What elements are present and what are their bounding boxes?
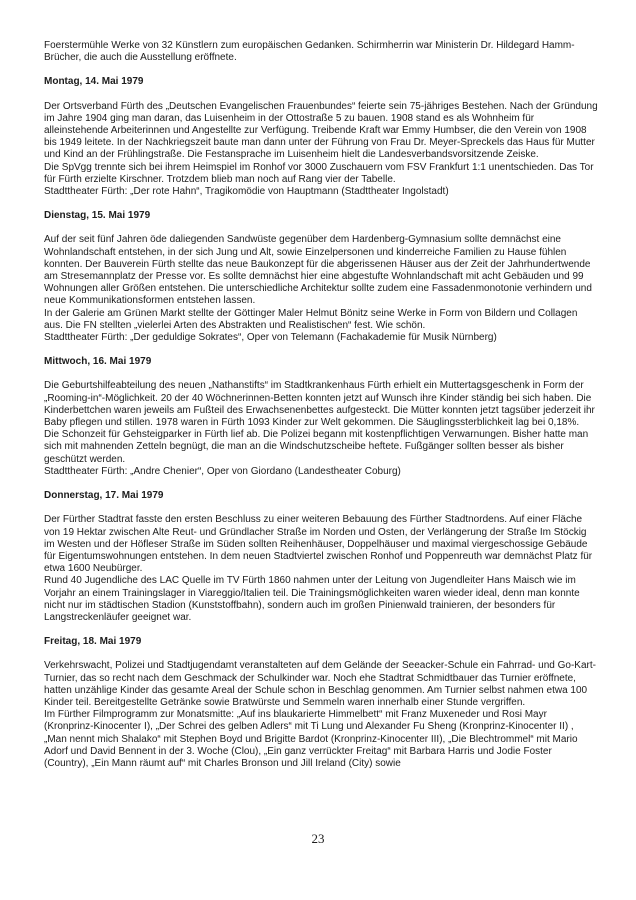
day-section-tuesday bbox=[44, 210, 598, 344]
page-number: 23 bbox=[311, 831, 325, 846]
paragraph: Die Schonzeit für Gehsteigparker in Fürth lief ab. Die Polizei begann mit kostenpflichtigen Verwarnungen. Bisher hatte man sich mit mahnenden Zetteln begnügt, die man an die Windschutzscheibe heftete. Fußgänger sollten besser als bisher geschützt werden. bbox=[44, 429, 589, 465]
paragraph: Verkehrswacht, Polizei und Stadtjugendamt veranstalteten auf dem Gelände der Seeacker-Schule ein Fahrrad- und Go-Kart-Turnier, das so recht nach dem Geschmack der Schulkinder war. Noch ehe Stadtrat Schmidtbauer das Turnier eröffnete, hatten unzählige Kinder das gesamte Areal der Schule schon in Beschlag genommen. Am Turnier selbst nahmen etwa 100 Kinder teil. Bereitgestellte Getränke sowie Bratwürste und Semmeln waren innerhalb einer Stunde vergriffen. bbox=[44, 660, 596, 708]
day-body bbox=[44, 660, 598, 770]
day-body bbox=[44, 101, 598, 199]
day-section-monday bbox=[44, 76, 598, 198]
intro-paragraph: Foerstermühle Werke von 32 Künstlern zum europäischen Gedanken. Schirmherrin war Ministerin Dr. Hildegard Hamm-Brücher, die auch die Ausstellung eröffnete. bbox=[44, 40, 575, 64]
day-body bbox=[44, 234, 598, 344]
day-heading: Dienstag, 15. Mai 1979 bbox=[44, 210, 151, 222]
paragraph: Stadttheater Fürth: „Andre Chenier“, Oper von Giordano (Landestheater Coburg) bbox=[44, 465, 401, 477]
paragraph: Im Fürther Filmprogramm zur Monatsmitte: „Auf ins blaukarierte Himmelbett“ mit Franz Muxeneder und Rosi Mayr (Kronprinz-Kinocenter I), „Der Schrei des gelben Adlers“ mit Ti Lung und Alexander Fu Sheng (Kronprinz-Kinocenter II) , „Man nennt mich Shalako“ mit Stephen Boyd und Brigitte Bardot (Kronprinz-Kinocenter III), „Die Blechtrommel“ mit Mario Adorf und David Bennent in der 3. Woche (Clou), „Ein ganz verrückter Freitag“ mit Barbara Harris und Jodie Foster (Country), „Ein Mann räumt auf“ mit Charles Bronson und Jill Ireland (City) sowie bbox=[44, 709, 578, 769]
day-section-friday bbox=[44, 636, 598, 770]
paragraph: Die Geburtshilfeabteilung des neuen „Nathanstifts“ im Stadtkrankenhaus Fürth erhielt ein Muttertagsgeschenk in Form der „Rooming-in“-Möglichkeit. 20 der 40 Wöchnerinnen-Betten konnten jetzt auf Wunsch ihre Kinder ständig bei sich haben. Die Kinderbettchen waren jeweils am Fußteil des Erwachsenenbettes aufgesteckt. Die Mütter konnten jetzt tagsüber jederzeit ihr Baby pflegen und stillen. 1978 waren in Fürth 1093 Kinder zur Welt gekommen. Die Säuglingssterblichkeit lag bei 0,18%. bbox=[44, 380, 595, 429]
day-heading: Freitag, 18. Mai 1979 bbox=[44, 636, 142, 648]
paragraph: Der Fürther Stadtrat fasste den ersten Beschluss zu einer weiteren Bebauung des Fürther Stadtnordens. Auf einer Fläche von 19 Hektar zwischen Alte Reut- und Gründlacher Straße im Norden und Osten, der Verlängerung der Straße Im Stöckig im Westen und der Höfleser Straße im Süden sollten Reihenhäuser, Doppelhäuser und maximal viergeschossige Gebäude für Eigentumswohnungen entstehen. In dem neuen Stadtviertel zwischen Ronhof und Poppenreuth war demnächst Platz für etwa 1600 Neubürger. bbox=[44, 514, 593, 575]
day-body bbox=[44, 380, 598, 478]
day-section-wednesday bbox=[44, 356, 598, 478]
paragraph: Rund 40 Jugendliche des LAC Quelle im TV Fürth 1860 nahmen unter der Leitung von Jugendleiter Hans Maisch wie im Vorjahr an einem Trainingslager in Viareggio/Italien teil. Die Trainingsmöglichkeiten waren wieder ideal, denn man konnte nicht nur im städtischen Stadion (Kunststoffbahn), sondern auch im großen Pinienwald trainieren, der besonders für Langstreckenläufer geeignet war. bbox=[44, 575, 580, 623]
paragraph: Stadttheater Fürth: „Der geduldige Sokrates“, Oper von Telemann (Fachakademie für Musik Nürnberg) bbox=[44, 332, 497, 344]
paragraph: Der Ortsverband Fürth des „Deutschen Evangelischen Frauenbundes“ feierte sein 75-jähriges Bestehen. Nach der Gründung im Jahre 1904 ging man daran, das Luisenheim in der Ottostraße 5 zu bauen. 1908 stand es als Wohnheim für alleinstehende Arbeiterinnen und Angestellte zur Verfügung. Treibende Kraft war Emmy Humbser, die den Verein von 1908 bis 1949 leitete. In der Nachkriegszeit baute man dann unter der Führung von Frau Dr. Meyer-Spreckels das Haus für Mutter und Kind an der Frühlingstraße. Die Festansprache im Luisenheim hielt die Landesverbandsvorsitzende Zeiske. bbox=[44, 100, 598, 161]
paragraph: Die SpVgg trennte sich bei ihrem Heimspiel im Ronhof vor 3000 Zuschauern vom FSV Frankfurt 1:1 unentschieden. Das Tor für Fürth erzielte Kirschner. Trotzdem blieb man noch auf Rang vier der Tabelle. bbox=[44, 161, 594, 185]
paragraph: In der Galerie am Grünen Markt stellte der Göttinger Maler Helmut Bönitz seine Werke in Form von Bildern und Collagen aus. Die FN stellten „vielerlei Arten des Abstrakten und Realistischen“ fest. Wie schön. bbox=[44, 307, 578, 331]
day-heading: Mittwoch, 16. Mai 1979 bbox=[44, 356, 152, 368]
day-section-thursday bbox=[44, 490, 598, 624]
paragraph: Stadttheater Fürth: „Der rote Hahn“, Tragikomödie von Hauptmann (Stadttheater Ingolstadt) bbox=[44, 186, 449, 198]
paragraph: Auf der seit fünf Jahren öde daliegenden Sandwüste gegenüber dem Hardenberg-Gymnasium sollte demnächst eine Wohnlandschaft entstehen, in der sich Jung und Alt, sowie Einzelpersonen und kinderreiche Familien zu Hause fühlen konnten. Der Bauverein Fürth stellte das neue Baukonzept für die abgerissenen Häuser aus der Zeit der Jahrhundertwende am Stresemannplatz der Presse vor. Es sollte demnächst hier eine abgestufte Wohnlandschaft mit acht Gebäuden und 99 Wohnungen aller Größen entstehen. Die unterschiedliche Architektur sollte zudem eine Fassadenmonotonie verhindern und neue Kommunikationsformen entstehen lassen. bbox=[44, 234, 592, 307]
day-heading: Donnerstag, 17. Mai 1979 bbox=[44, 490, 164, 502]
day-heading: Montag, 14. Mai 1979 bbox=[44, 76, 144, 88]
day-body bbox=[44, 514, 598, 624]
